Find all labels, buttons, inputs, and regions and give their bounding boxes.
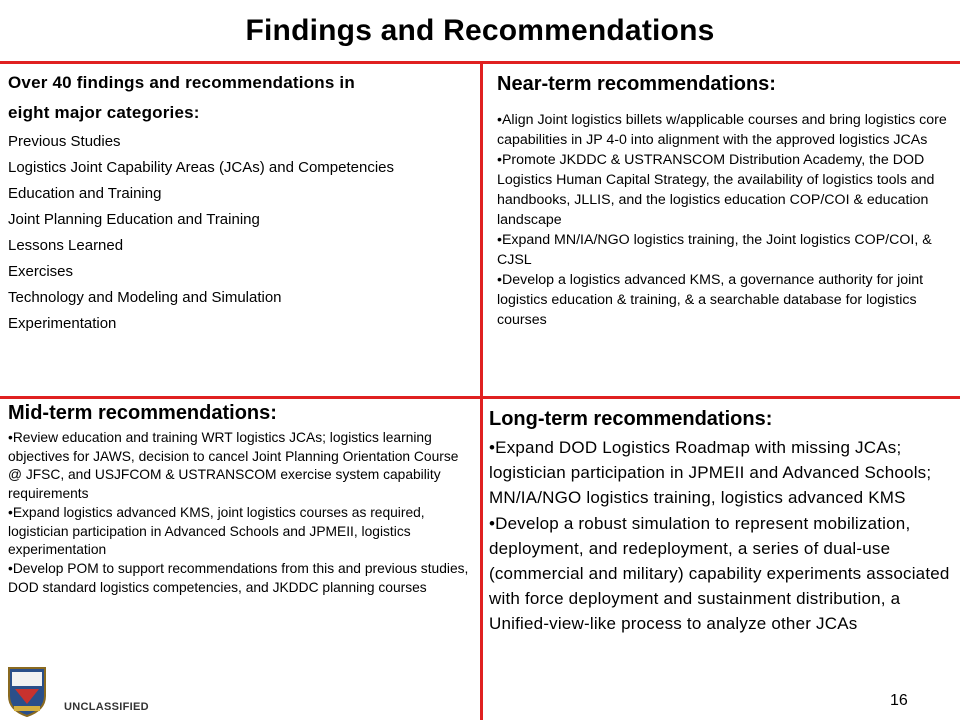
long-term-heading: Long-term recommendations:	[489, 408, 773, 430]
category-item: Joint Planning Education and Training	[8, 211, 260, 228]
findings-heading-line2: eight major categories:	[8, 103, 200, 122]
findings-panel	[8, 70, 474, 334]
long-term-bullet: •Develop a robust simulation to represent mobilization, deployment, and redeployment, a series of dual-use (commercial and military) capability experiments associated with force deployment and sustainment distribution, a Unified-view-like process to analyze other JCAs	[489, 513, 950, 634]
long-term-bullet: •Expand DOD Logistics Roadmap with missing JCAs; logistician participation in JPMEII and Advanced Schools; MN/IA/NGO logistics training, logistics advanced KMS	[489, 438, 932, 508]
near-term-bullet: •Develop a logistics advanced KMS, a governance authority for joint logistics education & training, & a searchable database for logistics courses	[497, 272, 924, 328]
category-item: Education and Training	[8, 185, 162, 202]
mid-term-heading: Mid-term recommendations:	[8, 402, 277, 424]
vertical-divider	[480, 61, 483, 720]
near-term-bullet: •Align Joint logistics billets w/applicable courses and bring logistics core capabilities in JP 4-0 into alignment with the approved logistics JCAs	[497, 112, 947, 148]
category-item: Technology and Modeling and Simulation	[8, 289, 282, 306]
page-number: 16	[890, 692, 908, 709]
slide-title: Findings and Recommendations	[245, 14, 715, 47]
category-item: Previous Studies	[8, 133, 121, 150]
mid-term-bullet: •Expand logistics advanced KMS, joint logistics courses as required, logistician participation in Advanced Schools and JPMEII, logistics experimentation	[8, 504, 425, 558]
near-term-panel	[497, 72, 955, 330]
findings-heading-line1: Over 40 findings and recommendations in	[8, 73, 355, 92]
category-item: Lessons Learned	[8, 237, 124, 254]
organization-seal-icon	[6, 664, 48, 718]
long-term-panel	[489, 407, 955, 637]
category-item: Exercises	[8, 263, 74, 280]
mid-term-panel	[8, 401, 474, 597]
classification-label: UNCLASSIFIED	[64, 701, 149, 713]
near-term-bullet: •Expand MN/IA/NGO logistics training, the Joint logistics COP/COI, & CJSL	[497, 232, 932, 268]
category-item: Experimentation	[8, 315, 117, 332]
near-term-bullet: •Promote JKDDC & USTRANSCOM Distribution Academy, the DOD Logistics Human Capital Strategy, the availability of logistics tools and handbooks, JLLIS, and the logistics education COP/COI & education landscape	[497, 152, 935, 228]
near-term-heading: Near-term recommendations:	[497, 73, 776, 95]
mid-term-bullet: •Review education and training WRT logistics JCAs; logistics learning objectives for JAWS, decision to cancel Joint Planning Orientation Course @ JFSC, and USJFCOM & USTRANSCOM exercise system capability requirements	[8, 430, 459, 502]
category-item: Logistics Joint Capability Areas (JCAs) and Competencies	[8, 159, 395, 176]
mid-term-bullet: •Develop POM to support recommendations from this and previous studies, DOD standard logistics competencies, and JKDDC planning courses	[8, 560, 469, 595]
